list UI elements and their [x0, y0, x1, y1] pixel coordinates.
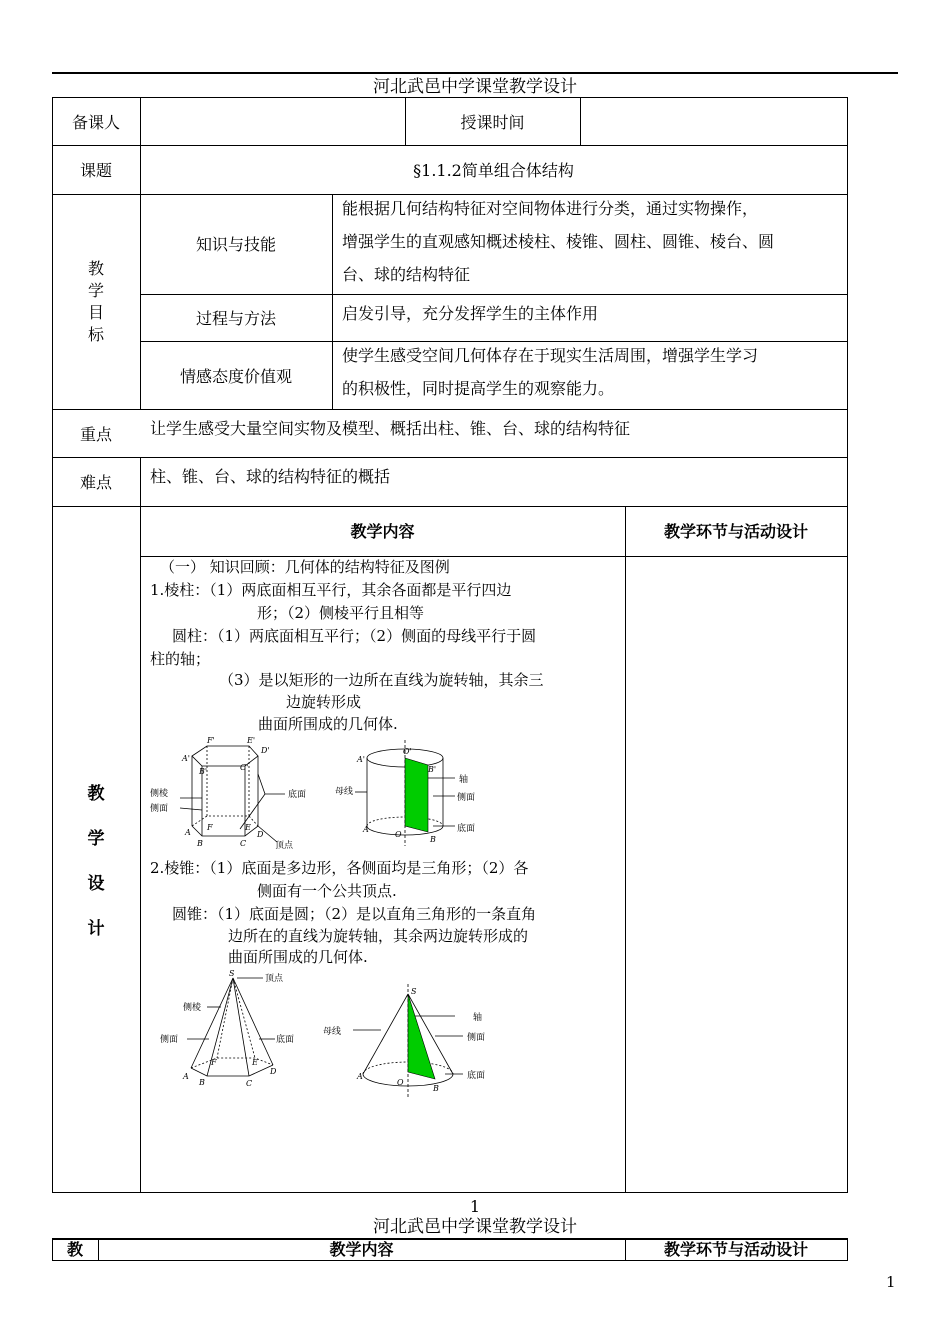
key-point-label: 重点 [79, 425, 112, 444]
generatrix-label: 母线 [335, 787, 354, 797]
content-line: 1.棱柱：（1）两底面相互平行，其余各面都是平行四边 [150, 581, 512, 599]
svg-text:O: O [395, 830, 402, 839]
topic-label: 课题 [79, 161, 112, 180]
base-label: 底面 [467, 1071, 486, 1081]
svg-text:B: B [197, 839, 203, 848]
vertex-label: 顶点 [275, 841, 294, 851]
svg-text:S: S [229, 969, 235, 978]
page-header-title: 河北武邑中学课堂教学设计 [373, 77, 577, 97]
side-label: 侧面 [467, 1033, 486, 1043]
base-label: 底面 [288, 790, 307, 800]
generatrix-label: 母线 [323, 1027, 342, 1037]
svg-text:B': B' [428, 765, 437, 774]
svg-text:F: F [211, 1058, 217, 1067]
svg-text:B: B [199, 1078, 205, 1087]
vertex-label: 顶点 [265, 974, 284, 984]
svg-text:D: D [270, 1067, 277, 1076]
side-face-label: 侧面 [150, 804, 169, 814]
svg-text:B: B [430, 835, 436, 844]
content-line: （3）是以矩形的一边所在直线为旋转轴，其余三 [219, 671, 544, 689]
svg-text:C: C [240, 839, 247, 848]
svg-text:A: A [183, 1072, 189, 1081]
axis-label: 轴 [459, 775, 469, 785]
svg-text:E': E' [247, 736, 256, 745]
side-edge-label: 侧棱 [183, 1003, 202, 1013]
svg-text:O': O' [403, 747, 412, 756]
side-label: 侧面 [457, 793, 476, 803]
page-number: 1 [469, 1197, 481, 1216]
next-page-title: 河北武邑中学课堂教学设计 [373, 1217, 577, 1237]
svg-text:E: E [245, 823, 251, 832]
topic-value: §1.1.2简单组合体结构 [413, 161, 574, 180]
content-line: 柱的轴； [150, 650, 211, 668]
objective-knowledge-text: 能根据几何结构特征对空间物体进行分类，通过实物操作， 增强学生的直观感知概述棱柱、棱锥、圆柱、圆锥、棱台、圆 台、球的结构特征 [342, 199, 775, 284]
next-page-col-content: 教学内容 [329, 1240, 394, 1259]
svg-text:O: O [397, 1078, 404, 1087]
difficulty-text: 柱、锥、台、球的结构特征的概括 [150, 467, 391, 486]
content-line: 曲面所围成的几何体. [258, 715, 398, 733]
content-line: 圆柱：（1）两底面相互平行；（2）侧面的母线平行于圆 [172, 627, 537, 645]
svg-text:A': A' [357, 755, 365, 764]
svg-text:B: B [433, 1084, 439, 1093]
objective-process-text: 启发引导，充分发挥学生的主体作用 [342, 304, 599, 323]
content-line: （一） 知识回顾：几何体的结构特征及图例 [160, 558, 450, 576]
design-label: 教 学 设 计 [87, 784, 105, 939]
objective-process-label: 过程与方法 [195, 309, 276, 328]
svg-text:B': B' [199, 767, 208, 776]
content-line: 侧面有一个公共顶点. [257, 882, 397, 900]
content-column-header: 教学内容 [350, 522, 415, 541]
key-point-text: 让学生感受大量空间实物及模型、概括出柱、锥、台、球的结构特征 [150, 419, 631, 438]
difficulty-label: 难点 [79, 473, 112, 492]
svg-text:C': C' [240, 763, 249, 772]
svg-text:C: C [246, 1079, 253, 1088]
svg-text:A: A [357, 1072, 363, 1081]
hexagonal-pyramid-figure [187, 978, 275, 1076]
next-page-col-first: 教 [66, 1240, 83, 1259]
hexagonal-prism-figure [180, 746, 285, 842]
base-label: 底面 [457, 824, 476, 834]
svg-text:A: A [185, 828, 191, 837]
side-edge-label: 侧棱 [150, 789, 169, 799]
prep-teacher-label: 备课人 [71, 113, 120, 132]
objective-attitude-text: 使学生感受空间几何体存在于现实生活周围，增强学生学习 的积极性，同时提高学生的观察能力。 [342, 346, 759, 398]
svg-text:D: D [257, 830, 264, 839]
svg-text:F: F [207, 823, 213, 832]
svg-text:A': A' [182, 754, 190, 763]
objective-knowledge-label: 知识与技能 [195, 235, 276, 254]
content-line: 圆锥：（1）底面是圆；（2）是以直角三角形的一条直角 [172, 905, 537, 923]
svg-text:E: E [252, 1058, 258, 1067]
content-line: 曲面所围成的几何体. [228, 948, 368, 966]
svg-text:D': D' [261, 746, 270, 755]
objectives-label: 教 学 目 标 [87, 259, 104, 344]
activity-column-header: 教学环节与活动设计 [663, 522, 808, 541]
base-label: 底面 [276, 1035, 295, 1045]
rectangle-fill-icon [405, 758, 428, 832]
content-line: 2.棱锥：（1）底面是多边形，各侧面均是三角形；（2）各 [150, 859, 529, 877]
content-line: 形；（2）侧棱平行且相等 [257, 604, 425, 622]
footer-page-number: 1 [886, 1273, 896, 1291]
side-face-label: 侧面 [160, 1035, 179, 1045]
objective-attitude-label: 情感态度价值观 [179, 367, 292, 386]
class-time-value[interactable] [581, 98, 847, 145]
content-line: 边所在的直线为旋转轴，其余两边旋转形成的 [228, 927, 529, 945]
pyramid-cone-figures [145, 964, 625, 1099]
top-rule [52, 72, 898, 74]
svg-text:A: A [363, 825, 369, 834]
axis-label: 轴 [473, 1013, 483, 1023]
next-page-col-activity: 教学环节与活动设计 [663, 1240, 808, 1259]
triangle-fill-icon [408, 994, 435, 1079]
class-time-label: 授课时间 [460, 113, 525, 132]
content-line: 边旋转形成 [286, 693, 362, 711]
svg-text:S: S [411, 987, 417, 996]
prep-teacher-value[interactable] [141, 98, 405, 145]
svg-text:F': F' [207, 736, 215, 745]
prism-cylinder-figures [145, 734, 625, 854]
